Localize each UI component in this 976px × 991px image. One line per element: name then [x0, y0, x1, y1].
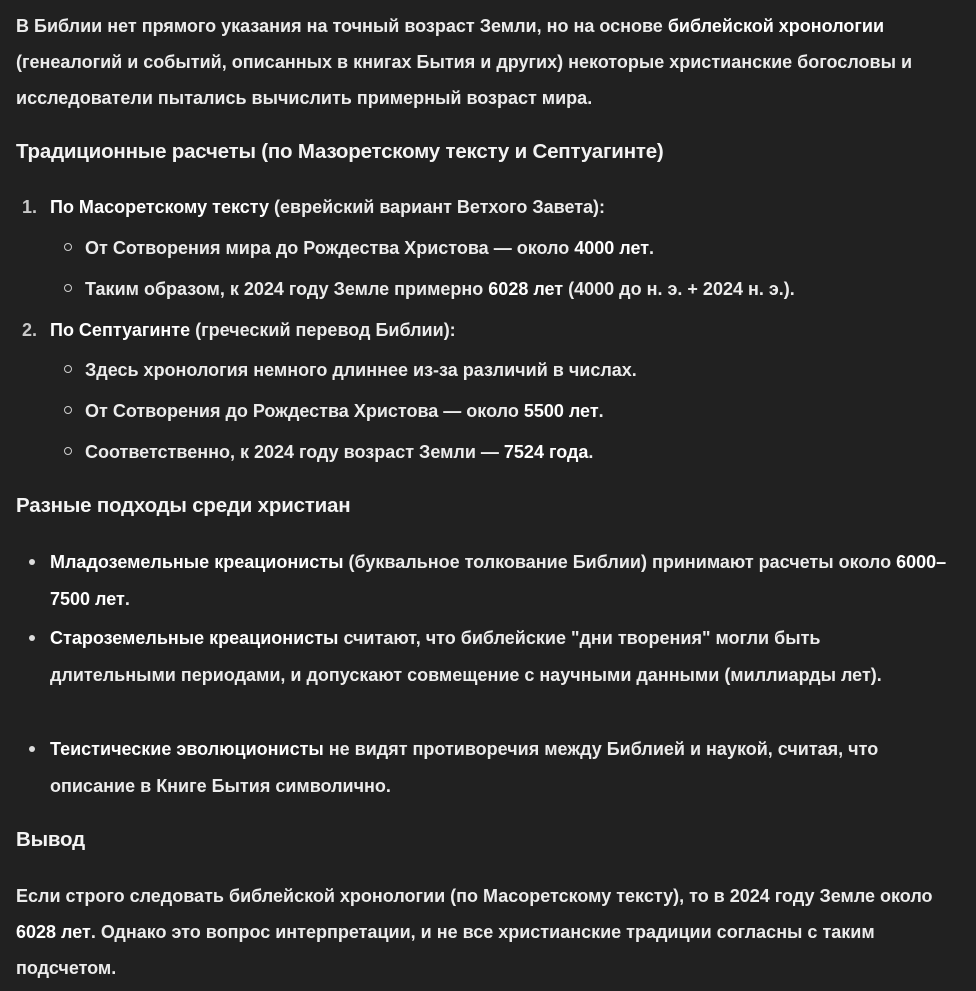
list-item-text: (греческий перевод Библии):: [190, 320, 456, 340]
sub-text-end: .: [649, 238, 655, 258]
sub-item: [64, 437, 593, 467]
sub-text-end: .: [598, 401, 604, 421]
bullet-text: считают, что библейские "дни творения" могли быть длительными периодами, и допускают совмещение с научными данными (миллиарды лет).: [50, 628, 882, 685]
bullet-bold: Младоземельные креационисты: [50, 552, 344, 572]
sub-text: Соответственно, к 2024 году возраст Земли —: [85, 442, 504, 462]
sub-bold: 6028 лет: [488, 279, 564, 299]
bullet-bold-2: 6000–7500 лет: [50, 552, 947, 609]
bullet-text-end: .: [124, 589, 130, 609]
conclusion-bold: 6028 лет: [16, 922, 91, 942]
sub-text-end: .: [588, 442, 594, 462]
sub-text: Здесь хронология немного длиннее из-за различий в числах.: [85, 360, 637, 380]
heading-conclusion: Вывод: [16, 828, 85, 851]
sub-item: [64, 233, 654, 263]
bullet-bold: Староземельные креационисты: [50, 628, 339, 648]
bullet-dot-icon: [29, 559, 35, 565]
conclusion-text-rest: . Однако это вопрос интерпретации, и не все христианские традиции согласны с таким подсчетом.: [16, 922, 875, 978]
list-item-text: (еврейский вариант Ветхого Завета):: [269, 197, 606, 217]
sub-text: Таким образом, к 2024 году Земле примерно: [85, 279, 489, 299]
list-item-title: По Септуагинте: [50, 320, 191, 340]
circle-bullet-icon: [64, 284, 72, 292]
bullet-item-old-earth: [50, 620, 950, 694]
circle-bullet-icon: [64, 406, 72, 414]
sub-item: [64, 355, 637, 385]
list-item-masoretic: [22, 192, 605, 222]
bullet-bold: Теистические эволюционисты: [50, 739, 324, 759]
list-item-title: По Масоретскому тексту: [50, 197, 270, 217]
sub-item: [64, 274, 795, 304]
circle-bullet-icon: [64, 365, 72, 373]
conclusion-paragraph: [16, 878, 960, 986]
intro-text-rest: (генеалогий и событий, описанных в книгах Бытия и других) некоторые христианские богословы и исследователи пытались вычислить примерный возраст мира.: [16, 52, 913, 108]
circle-bullet-icon: [64, 243, 72, 251]
list-number: 2.: [22, 320, 38, 340]
list-number: 1.: [22, 197, 38, 217]
sub-text: От Сотворения до Рождества Христова — около: [85, 401, 524, 421]
bullet-text: не видят противоречия между Библией и наукой, считая, что описание в Книге Бытия символично.: [50, 739, 879, 796]
intro-bold: библейской хронологии: [667, 16, 885, 36]
conclusion-text: Если строго следовать библейской хронологии (по Масоретскому тексту), то в 2024 году Земле около: [16, 886, 933, 906]
list-item-septuagint: [22, 315, 456, 345]
bullet-item-young-earth: [50, 544, 950, 618]
bullet-dot-icon: [29, 635, 35, 641]
bullet-item-theistic: [50, 731, 950, 805]
sub-text-end: (4000 до н. э. + 2024 н. э.).: [563, 279, 795, 299]
sub-item: [64, 396, 604, 426]
bullet-dot-icon: [29, 746, 35, 752]
sub-bold: 5500 лет: [523, 401, 599, 421]
heading-approaches: Разные подходы среди христиан: [16, 494, 351, 517]
sub-bold: 7524 года: [503, 442, 589, 462]
bullet-text: (буквальное толкование Библии) принимают расчеты около: [343, 552, 897, 572]
sub-bold: 4000 лет: [574, 238, 650, 258]
sub-text: От Сотворения мира до Рождества Христова — около: [85, 238, 575, 258]
heading-traditional: Традиционные расчеты (по Мазоретскому тексту и Септуагинте): [16, 140, 664, 163]
intro-text: В Библии нет прямого указания на точный возраст Земли, но на основе: [16, 16, 668, 36]
circle-bullet-icon: [64, 447, 72, 455]
intro-paragraph: [16, 8, 960, 116]
